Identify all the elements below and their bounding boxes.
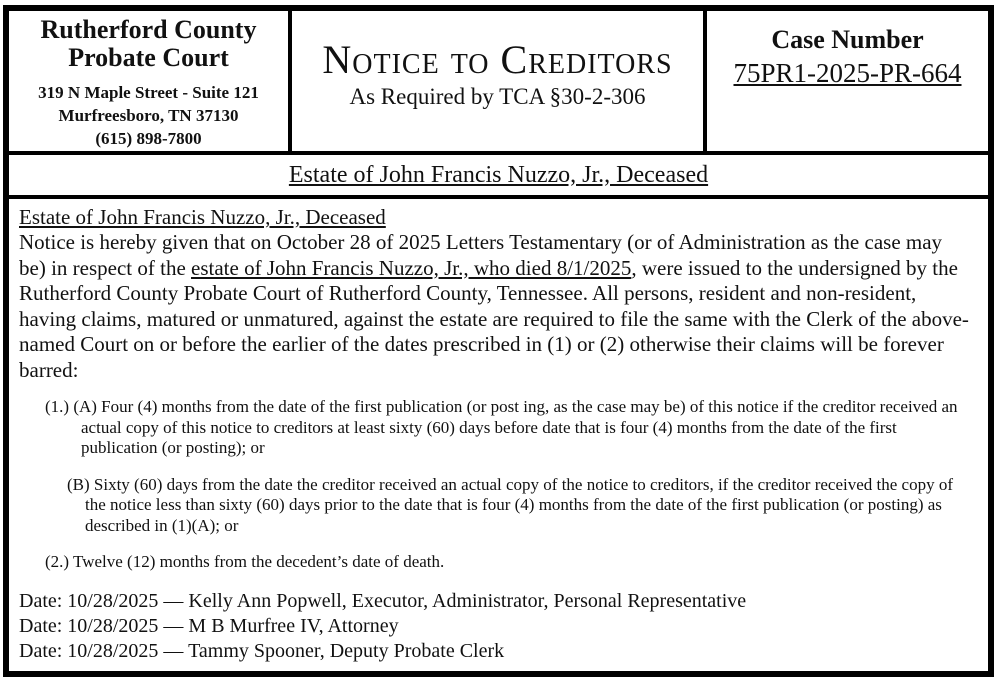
notice-subtitle: As Required by TCA §30-2-306 (349, 83, 646, 109)
deadline-item: (2.) Twelve (12) months from the decedent’s date of death. (45, 552, 445, 571)
deadline-item: (B) Sixty (60) days from the date the creditor received an actual copy of the notice to creditors, if the creditor received the copy of the notice less than sixty (60) days prior to the date that is four (4) months from the date of the first publication (or posting) as described in (1)(A); or (67, 474, 954, 535)
deadline-item: (1.) (A) Four (4) months from the date of the first publication (or post ing, as the case may be) of this notice if the creditor received an actual copy of this notice to creditors at least sixty (60) days before date that is four (4) months from the date of the first publication (or posting); or (45, 397, 958, 457)
court-address-line1: 319 N Maple Street - Suite 121 (38, 83, 259, 102)
case-number-value: 75PR1-2025-PR-664 (733, 58, 962, 88)
estate-heading: Estate of John Francis Nuzzo, Jr., Deceased (19, 205, 386, 229)
notice-document (3, 5, 994, 677)
notice-paragraph (19, 230, 972, 383)
court-address-line2: Murfreesboro, TN 37130 (58, 106, 239, 125)
court-name-line1: Rutherford County (40, 15, 257, 44)
signature-lines (19, 589, 972, 664)
notice-body (9, 199, 988, 671)
notice-title-box (292, 11, 707, 151)
case-number-label: Case Number (771, 25, 924, 54)
document-header (9, 11, 988, 155)
notice-title: Notice to Creditors (322, 36, 673, 82)
court-info-box (9, 11, 292, 151)
court-name (9, 16, 288, 72)
estate-title-bar (9, 155, 988, 199)
court-address (9, 81, 288, 150)
text-run: Notice is hereby given that on October 28 of 2025 Letters Testamentary (or of Administration as the case may be) in respect of the (19, 230, 943, 280)
underlined-text-run: estate of John Francis Nuzzo, Jr., who died 8/1/2025 (191, 255, 632, 280)
court-phone: (615) 898-7800 (95, 129, 202, 148)
court-name-line2: Probate Court (68, 43, 229, 72)
signature-line: Date: 10/28/2025 — Kelly Ann Popwell, Executor, Administrator, Personal Representative (19, 589, 747, 612)
signature-line: Date: 10/28/2025 — M B Murfree IV, Attorney (19, 614, 399, 637)
case-number-box (707, 11, 988, 151)
deadline-list (19, 397, 972, 573)
text-run: , were issued to the undersigned by the Rutherford County Probate Court of Rutherford County, Tennessee. All persons, resident and non-resident, having claims, matured or unmatured, against the estate are required to file the same with the Clerk of the above-named Court on or before the earlier of the dates prescribed in (1) or (2) otherwise their claims will be forever barred: (19, 255, 969, 382)
estate-title: Estate of John Francis Nuzzo, Jr., Deceased (288, 161, 709, 188)
signature-line: Date: 10/28/2025 — Tammy Spooner, Deputy Probate Clerk (19, 639, 505, 662)
